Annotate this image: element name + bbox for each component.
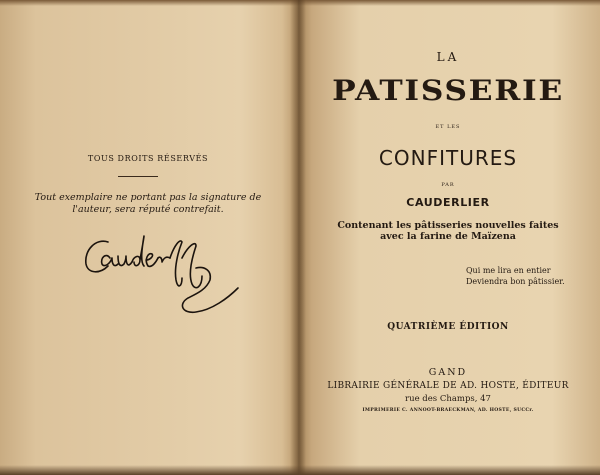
title-secondary: CONFITURES bbox=[378, 146, 518, 170]
title-conjunction: ET LES bbox=[435, 124, 461, 130]
publisher-line: LIBRAIRIE GÉNÉRALE DE AD. HOSTE, ÉDITEUR bbox=[327, 381, 569, 391]
by-label: PAR bbox=[441, 182, 455, 188]
title-article: LA bbox=[436, 50, 460, 64]
right-page bbox=[296, 0, 600, 475]
author-name: CAUDERLIER bbox=[406, 196, 490, 209]
edition-label: QUATRIÈME ÉDITION bbox=[387, 322, 509, 332]
title-main: PATISSERIE bbox=[332, 74, 564, 107]
rights-reserved-text: TOUS DROITS RÉSERVÉS bbox=[87, 154, 209, 163]
counterfeit-notice: Tout exemplaire ne portant pas la signature de l'auteur, sera réputé contrefait. bbox=[34, 192, 262, 215]
publication-city: GAND bbox=[428, 367, 468, 378]
publisher-address: rue des Champs, 47 bbox=[405, 394, 491, 404]
author-signature bbox=[78, 228, 253, 323]
epigraph-line-2: Deviendra bon pâtissier. bbox=[466, 277, 565, 286]
subtitle: Contenant les pâtisseries nouvelles faites avec la farine de Maïzena bbox=[337, 220, 559, 242]
page-edge-shadow-bottom bbox=[0, 465, 600, 475]
divider-rule bbox=[118, 176, 158, 177]
epigraph bbox=[466, 265, 565, 287]
left-page bbox=[0, 0, 296, 475]
printer-line: IMPRIMERIE C. ANNOOT-BRAECKMAN, AD. HOSTE, SUCCr. bbox=[362, 408, 534, 413]
epigraph-line-1: Qui me lira en entier bbox=[466, 266, 551, 275]
